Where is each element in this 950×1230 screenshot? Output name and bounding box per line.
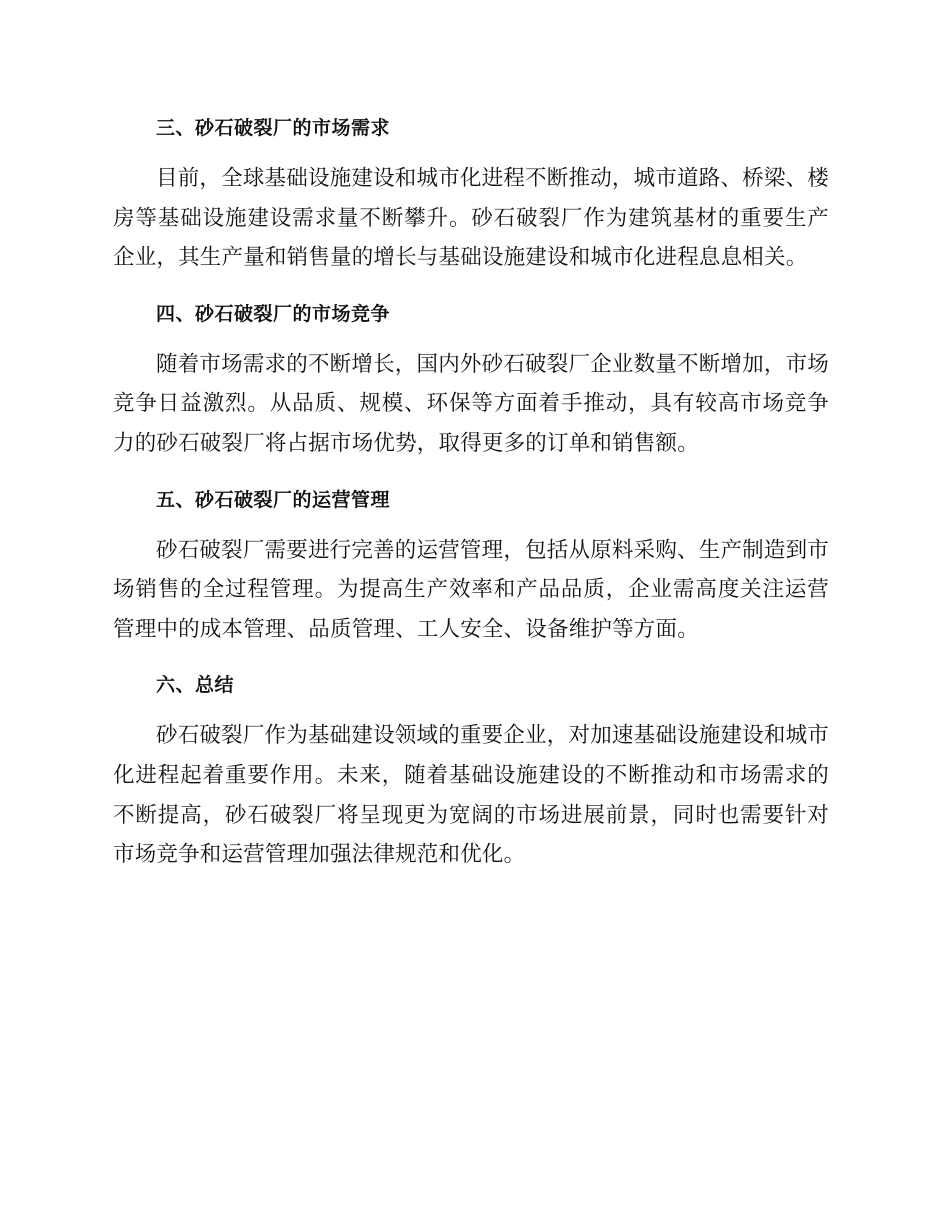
section-paragraph: 砂石破裂厂作为基础建设领域的重要企业，对加速基础设施建设和城市化进程起着重要作用。未来，随着基础设施建设的不断推动和市场需求的不断提高，砂石破裂厂将呈现更为宽阔的市场进展前景，同时也需要针对市场竞争和运营管理加强法律规范和优化。 xyxy=(113,723,829,868)
section-heading: 三、砂石破裂厂的市场需求 xyxy=(156,117,391,139)
section-paragraph: 目前，全球基础设施建设和城市化进程不断推动，城市道路、桥梁、楼房等基础设施建设需求量不断攀升。砂石破裂厂作为建筑基材的重要生产企业，其生产量和销售量的增长与基础设施建设和城市化进程息息相关。 xyxy=(113,166,829,271)
section-paragraph: 砂石破裂厂需要进行完善的运营管理，包括从原料采购、生产制造到市场销售的全过程管理。为提高生产效率和产品品质，企业需高度关注运营管理中的成本管理、品质管理、工人安全、设备维护等方面。 xyxy=(113,537,829,642)
section-operations-management xyxy=(113,480,829,650)
section-market-demand xyxy=(113,108,829,278)
section-summary xyxy=(113,665,829,874)
section-heading: 五、砂石破裂厂的运营管理 xyxy=(156,488,391,511)
section-heading: 六、总结 xyxy=(156,674,235,697)
section-heading: 四、砂石破裂厂的市场竞争 xyxy=(156,302,391,325)
section-market-competition xyxy=(113,294,829,464)
document-body xyxy=(113,108,829,891)
section-paragraph: 随着市场需求的不断增长，国内外砂石破裂厂企业数量不断增加，市场竞争日益激烈。从品质、规模、环保等方面着手推动，具有较高市场竞争力的砂石破裂厂将占据市场优势，取得更多的订单和销售额。 xyxy=(113,351,829,456)
